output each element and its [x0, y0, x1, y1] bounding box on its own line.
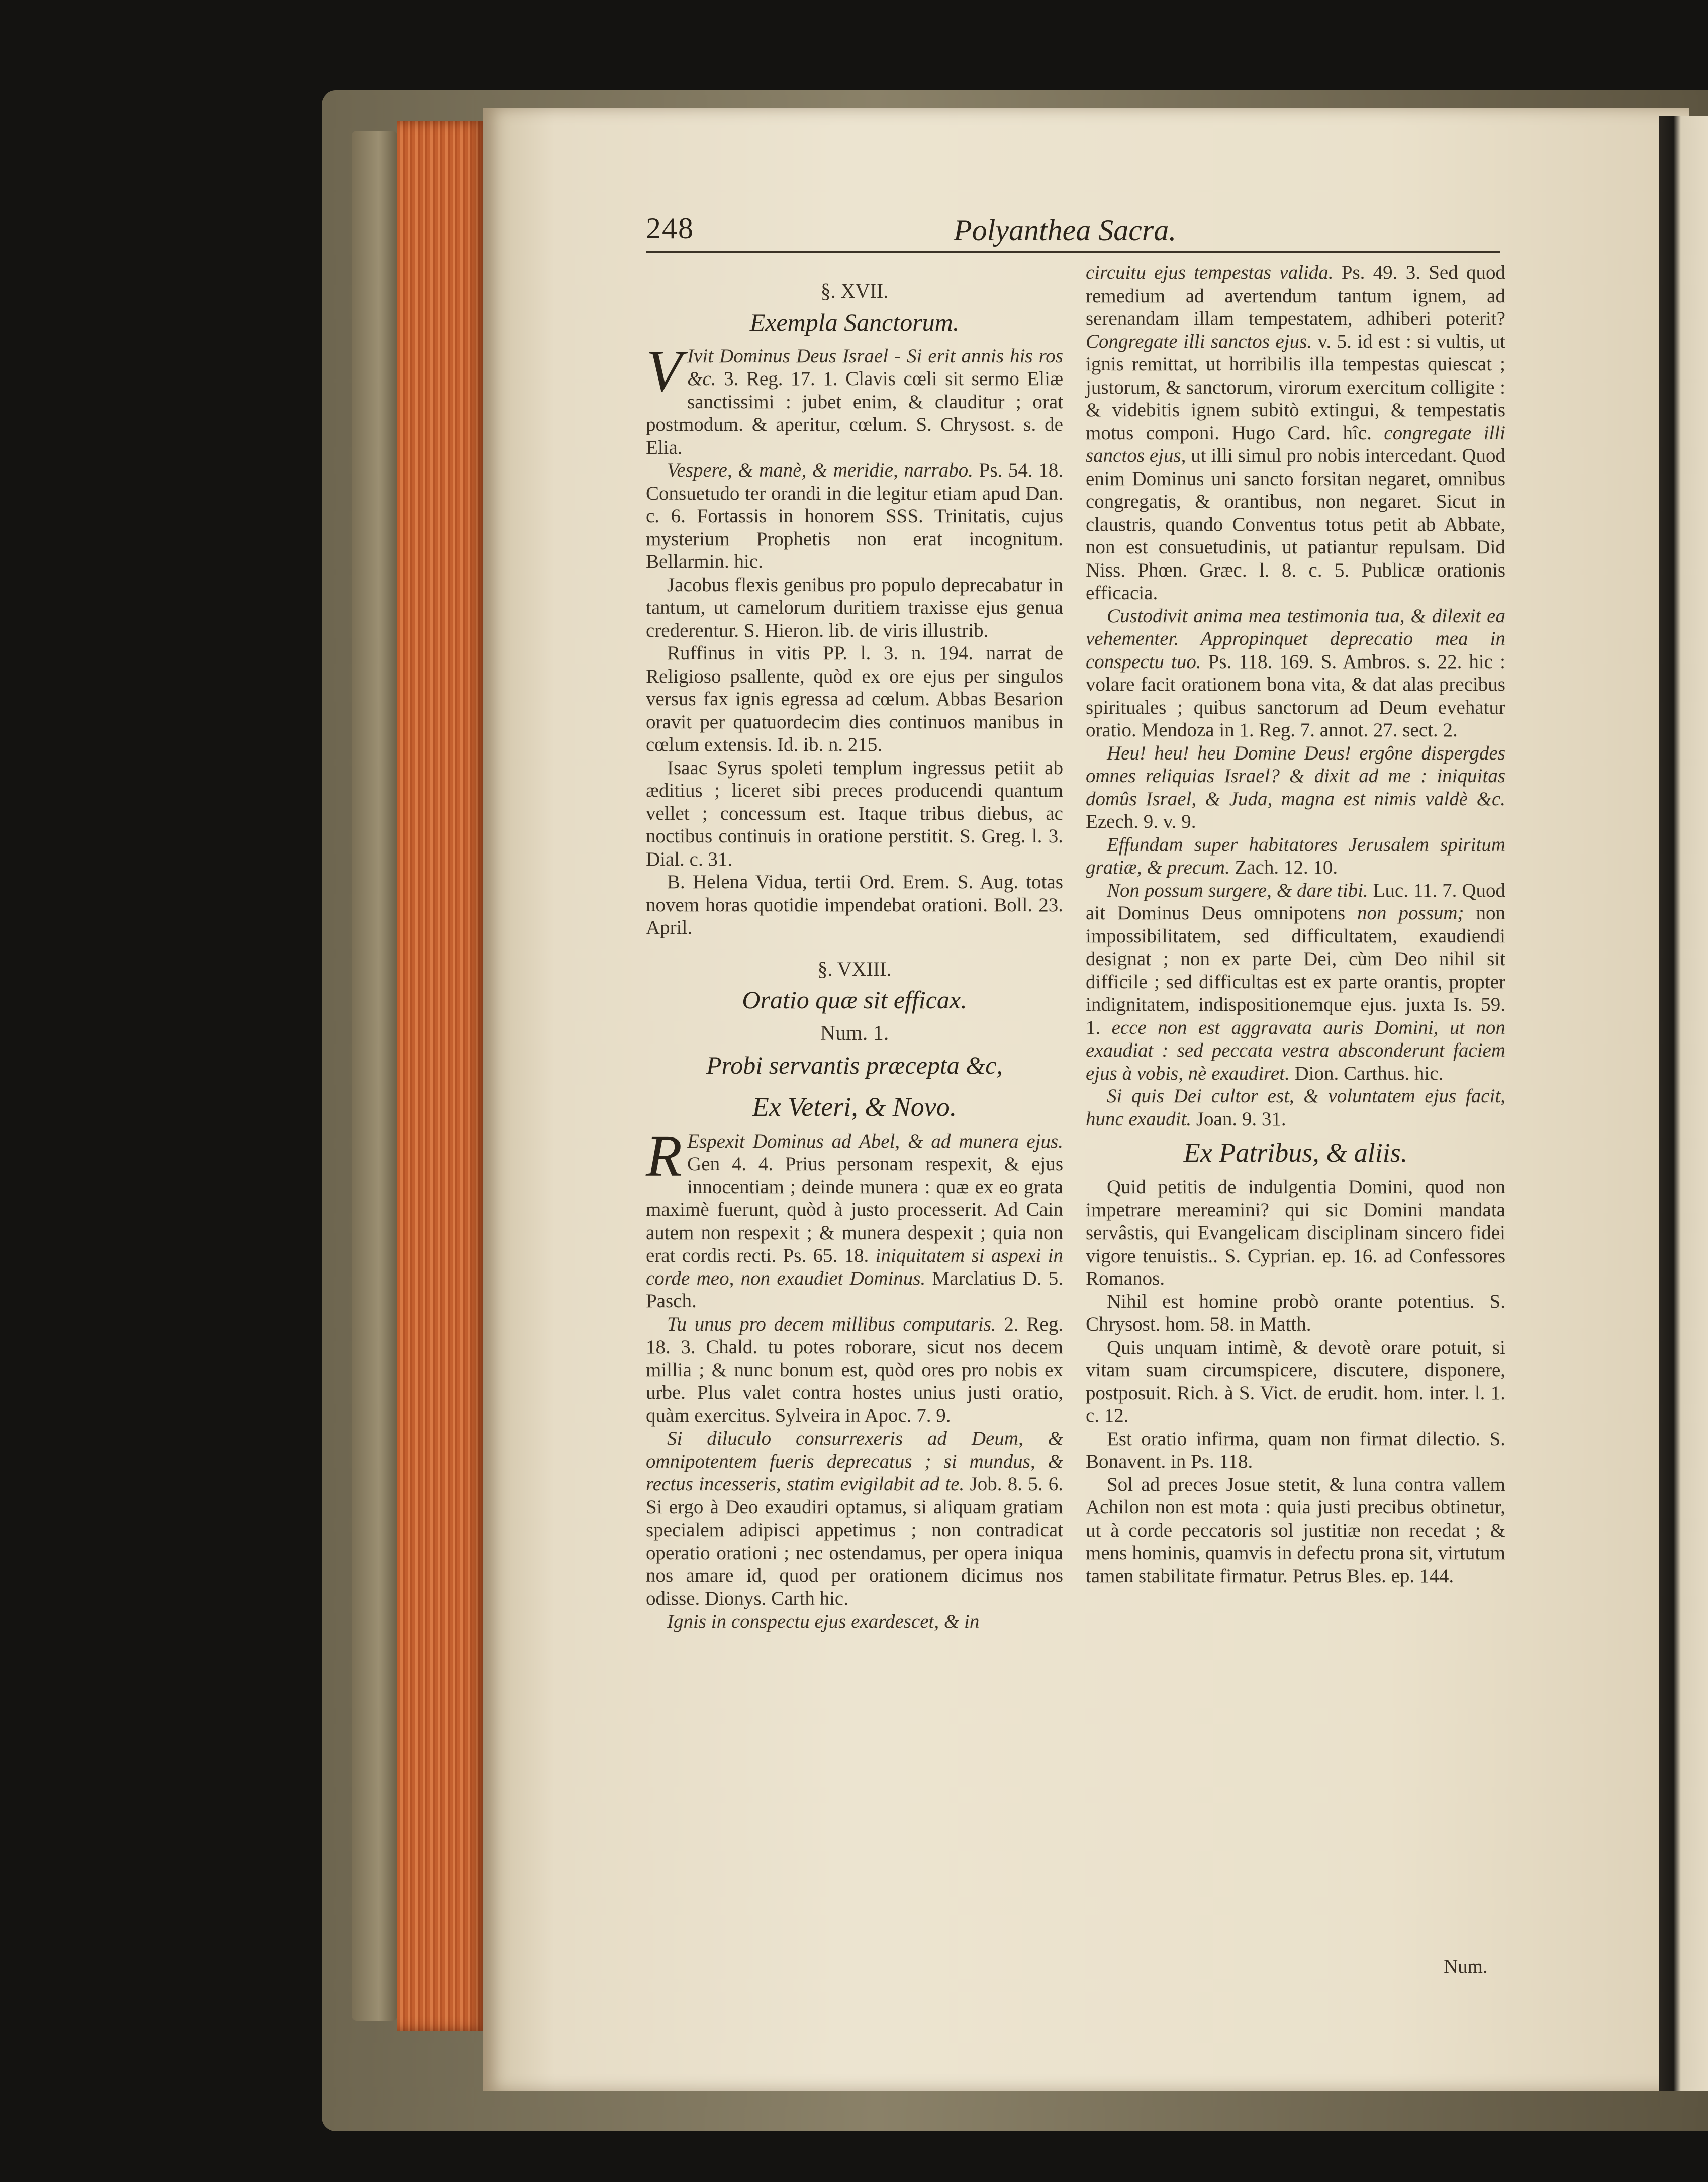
section-title: Exempla Sanctorum.: [749, 308, 960, 336]
paragraph: Jacobus flexis genibus pro populo deprecabatur in tantum, ut camelorum duritiem traxisse ejus genua crederentur. S. Hieron. lib. de viris illustrib.: [646, 574, 1063, 641]
paragraph: Custodivit anima mea testimonia tua, & dilexit ea vehementer. Appropinquet deprecatio mea in conspectu tuo. Ps. 118. 169. S. Ambros. s. 22. hic : volare facit orationem bona vita, & dat alas precibus spirituales ; quibus sanctorum ad Deum evehatur oratio. Mendoza in 1. Reg. 7. annot. 27. sect. 2.: [1086, 605, 1505, 741]
paragraph: Ignis in conspectu ejus exardescet, & in: [667, 1610, 980, 1632]
paragraph: circuitu ejus tempestas valida. Ps. 49. 3. Sed quod remedium ad avertendum tantum ignem, ad serenandam illam tempestatem, adhiberi poterit? Congregate illi sanctos ejus. v. 5. id est : si vultis, ut ignis remittat, ut horribilis illa tempestas quiescat ; justorum, & sanctorum, virorum exercitum colligite : & videbitis ignem subitò extingui, & tempestatis motus componi. Hugo Card. hîc. congregate illi sanctos ejus, ut illi simul pro nobis intercedant. Quod enim Dominus uni sancto forsitan negaret, omnibus congregatis, & orantibus, non negaret. Sicut in claustris, quando Conventus totus petit ab Abbate, non est consuetudinis, ut patiantur repulsam. Did Niss. Phœn. Græc. l. 8. c. 5. Publicæ orationis efficacia.: [1086, 262, 1505, 604]
paragraph: Sol ad preces Josue stetit, & luna contra vallem Achilon non est mota : quia justi precibus obtinetur, ut à corde peccatoris sol justitiæ non recedat ; & mens hominis, quamvis in defectu prona sit, virtutum tamen stabilitate firmatur. Petrus Bles. ep. 144.: [1086, 1473, 1505, 1587]
paragraph: Effundam super habitatores Jerusalem spiritum gratiæ, & precum. Zach. 12. 10.: [1086, 833, 1505, 878]
paragraph: Vespere, & manè, & meridie, narrabo. Ps. 54. 18. Consuetudo ter orandi in die legitur etiam apud Dan. c. 6. Fortassis in honorem SSS. Trinitatis, cujus mysterium Prophetis non erat incognitum. Bellarmin. hic.: [646, 459, 1063, 573]
paragraph: Si diluculo consurrexeris ad Deum, & omnipotentem fueris deprecatus ; si mundus, & rectus incesseris, statim evigilabit ad te. Job. 8. 5. 6. Si ergo à Deo exaudiri optamus, si aliquam gratiam specialem adipisci appetimus ; non contradicat operatio orationi ; nec ostendamus, per opera iniqua nos amare id, quod per orationem dicimus nos odisse. Dionys. Carth hic.: [646, 1428, 1064, 1609]
section-title: Oratio quæ sit efficax.: [742, 986, 967, 1014]
paragraph: Heu! heu! heu Domine Deus! ergône dispergdes omnes reliquias Israel? & dixit ad me : iniquitas domûs Israel, & Juda, magna est nimis valdè &c. Ezech. 9. v. 9.: [1086, 742, 1505, 832]
subsection-title: Ex Veteri, & Novo.: [752, 1091, 957, 1122]
paragraph: R Espexit Dominus ad Abel, & ad munera ejus. Gen 4. 4. Prius personam respexit, & ejus innocentiam ; deinde munera : quæ ex eo grata maximè fuerunt, quòd à justo processerit. Ad Cain autem non respexit ; & munera despexit ; quia non erat cordis recti. Ps. 65. 18. iniquitatem si aspexi in corde meo, non exaudiet Dominus. Marclatius D. 5. Pasch.: [646, 1122, 1063, 1312]
right-column: [1086, 261, 1505, 1587]
book-board-edge: [352, 131, 397, 2021]
page-fore-edge: [397, 121, 488, 2031]
paragraph: Quid petitis de indulgentia Domini, quod non impetrare mereamini? qui sic Domini mandata servâstis, qui Evangelicam disciplinam sincero fidei vigore tenuistis.. S. Cyprian. ep. 16. ad Confessores Romanos.: [1086, 1176, 1505, 1289]
number-heading: Num. 1.: [820, 1022, 889, 1045]
running-title: Polyanthea Sacra.: [954, 214, 1177, 247]
paragraph: Nihil est homine probò orante potentius. S. Chrysost. hom. 58. in Matth.: [1086, 1290, 1505, 1335]
paragraph: V Ivit Dominus Deus Israel - Si erit annis his ros &c. 3. Reg. 17. 1. Clavis cœli sit sermo Eliæ sanctissimi : jubet enim, & clauditur ; orat postmodum. & aperitur, cœlum. S. Chrysost. s. de Elia.: [646, 337, 1063, 458]
paragraph: Isaac Syrus spoleti templum ingressus petiit ab æditius ; liceret sibi preces producendi quantum vellet ; concessum est. Itaque tribus diebus, ac noctibus continuis in oratione perstitit. S. Greg. l. 3. Dial. c. 31.: [646, 756, 1063, 870]
header-rule: [646, 251, 1500, 253]
paragraph: Tu unus pro decem millibus computaris. 2. Reg. 18. 3. Chald. tu potes roborare, sicut nos decem millia ; & nunc bonum est, quòd ores pro nobis ex urbe. Plus valet contra hostes unius justi oratio, quàm exercitus. Sylveira in Apoc. 7. 9.: [646, 1313, 1063, 1427]
section-heading: §. XVII.: [820, 279, 889, 302]
drop-cap: R: [646, 1122, 683, 1189]
page-number: 248: [646, 212, 694, 245]
paragraph: B. Helena Vidua, tertii Ord. Erem. S. Aug. totas novem horas quotidie impendebat orationi. Boll. 23. April.: [646, 871, 1063, 938]
catchword: Num.: [1444, 1956, 1488, 1977]
left-column: [646, 261, 1063, 1633]
paragraph: Non possum surgere, & dare tibi. Luc. 11. 7. Quod ait Dominus Deus omnipotens non possum; non impossibilitatem, sed difficultatem, exaudiendi designat ; non ex parte Dei, cùm Deo nihil sit difficile ; sed difficultas est ex parte orantis, propter indignitatem, indispositionemque ejus. juxta Is. 59. 1. ecce non est aggravata auris Domini, ut non exaudiat : sed peccata vestra absconderunt faciem ejus à vobis, nè exaudiret. Dion. Carthus. hic.: [1086, 879, 1506, 1084]
drop-cap: V: [646, 337, 683, 404]
subsection-title: Probi servantis præcepta &c,: [706, 1051, 1003, 1079]
paragraph: Ruffinus in vitis PP. l. 3. n. 194. narrat de Religioso psallente, quòd ex ore ejus per singulos versus fax ignis egressa ad cœlum. Abbas Besarion oravit per quatuordecim dies continuos manibus in cœlum extensis. Id. ib. n. 215.: [646, 642, 1063, 755]
facing-page-gutter: [1659, 116, 1708, 2091]
paragraph: Si quis Dei cultor est, & voluntatem ejus facit, hunc exaudit. Joan. 9. 31.: [1086, 1085, 1505, 1130]
running-head: [646, 211, 1500, 256]
paragraph: Est oratio infirma, quam non firmat dilectio. S. Bonavent. in Ps. 118.: [1086, 1428, 1505, 1472]
subsection-title: Ex Patribus, & aliis.: [1183, 1137, 1408, 1168]
section-heading: §. VXIII.: [817, 957, 892, 980]
paragraph: Quis unquam intimè, & devotè orare potuit, si vitam suam circumspicere, discutere, disponere, postposuit. Rich. à S. Vict. de erudit. hom. inter. l. 1. c. 12.: [1086, 1336, 1505, 1427]
